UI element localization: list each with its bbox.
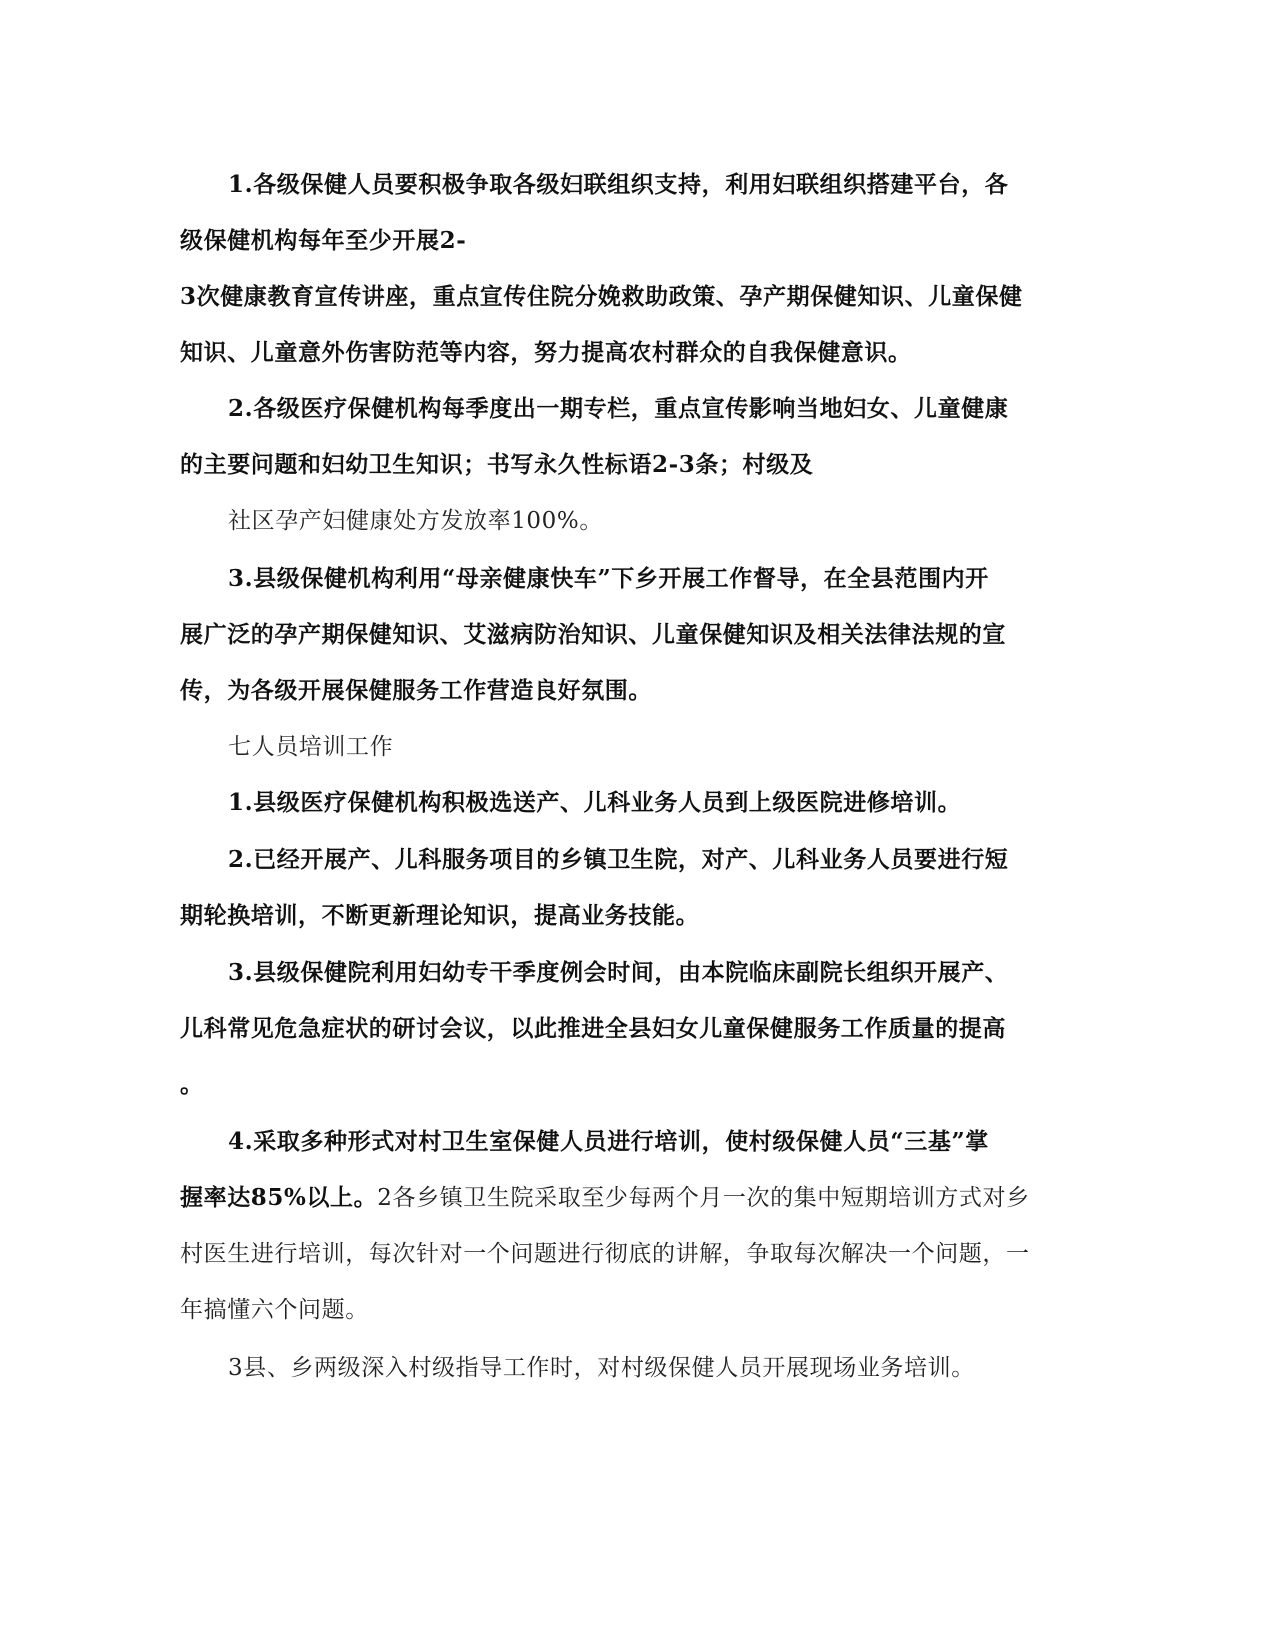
text-line: 3.县级保健机构利用“母亲健康快车”下乡开展工作督导，在全县范围内开 — [228, 565, 989, 592]
text-run: 2各乡镇卫生院采取至少每两个月一次的集中短期培训方式对乡 — [377, 1185, 1030, 1211]
text-line: 2.各级医疗保健机构每季度出一期专栏，重点宣传影响当地妇女、儿童健康 — [228, 395, 1009, 422]
text-line: 3.县级保健院利用妇幼专干季度例会时间，由本院临床副院长组织开展产、 — [228, 959, 1009, 986]
text-line: 。 — [180, 1071, 204, 1098]
text-line: 3县、乡两级深入村级指导工作时，对村级保健人员开展现场业务培训。 — [228, 1355, 975, 1381]
text-line: 期轮换培训，不断更新理论知识，提高业务技能。 — [180, 902, 700, 929]
section-heading: 七人员培训工作 — [228, 734, 394, 760]
text-line: 社区孕产妇健康处方发放率100%。 — [228, 508, 603, 534]
text-line: 儿科常见危急症状的研讨会议，以此推进全县妇女儿童保健服务工作质量的提高 — [180, 1015, 1006, 1042]
text-line: 村医生进行培训，每次针对一个问题进行彻底的讲解，争取每次解决一个问题，一 — [180, 1241, 1030, 1267]
text-line: 级保健机构每年至少开展2- — [180, 227, 467, 254]
text-line: 知识、儿童意外伤害防范等内容，努力提高农村群众的自我保健意识。 — [180, 339, 912, 366]
text-line: 展广泛的孕产期保健知识、艾滋病防治知识、儿童保健知识及相关法律法规的宣 — [180, 621, 1006, 648]
text-line: 1.各级保健人员要积极争取各级妇联组织支持，利用妇联组织搭建平台，各 — [228, 171, 1009, 198]
text-line: 4.采取多种形式对村卫生室保健人员进行培训，使村级保健人员“三基”掌 — [228, 1128, 989, 1155]
text-line: 2.已经开展产、儿科服务项目的乡镇卫生院，对产、儿科业务人员要进行短 — [228, 846, 1009, 873]
text-line: 1.县级医疗保健机构积极选送产、儿科业务人员到上级医院进修培训。 — [228, 789, 962, 816]
text-line — [180, 1183, 1030, 1213]
text-line: 3次健康教育宣传讲座，重点宣传住院分娩救助政策、孕产期保健知识、儿童保健 — [180, 283, 1023, 310]
text-line: 年搞懂六个问题。 — [180, 1297, 369, 1323]
text-line: 的主要问题和妇幼卫生知识；书写永久性标语2-3条；村级及 — [180, 451, 814, 478]
text-run: 握率达85%以上。 — [180, 1184, 378, 1211]
text-line: 传，为各级开展保健服务工作营造良好氛围。 — [180, 677, 652, 704]
